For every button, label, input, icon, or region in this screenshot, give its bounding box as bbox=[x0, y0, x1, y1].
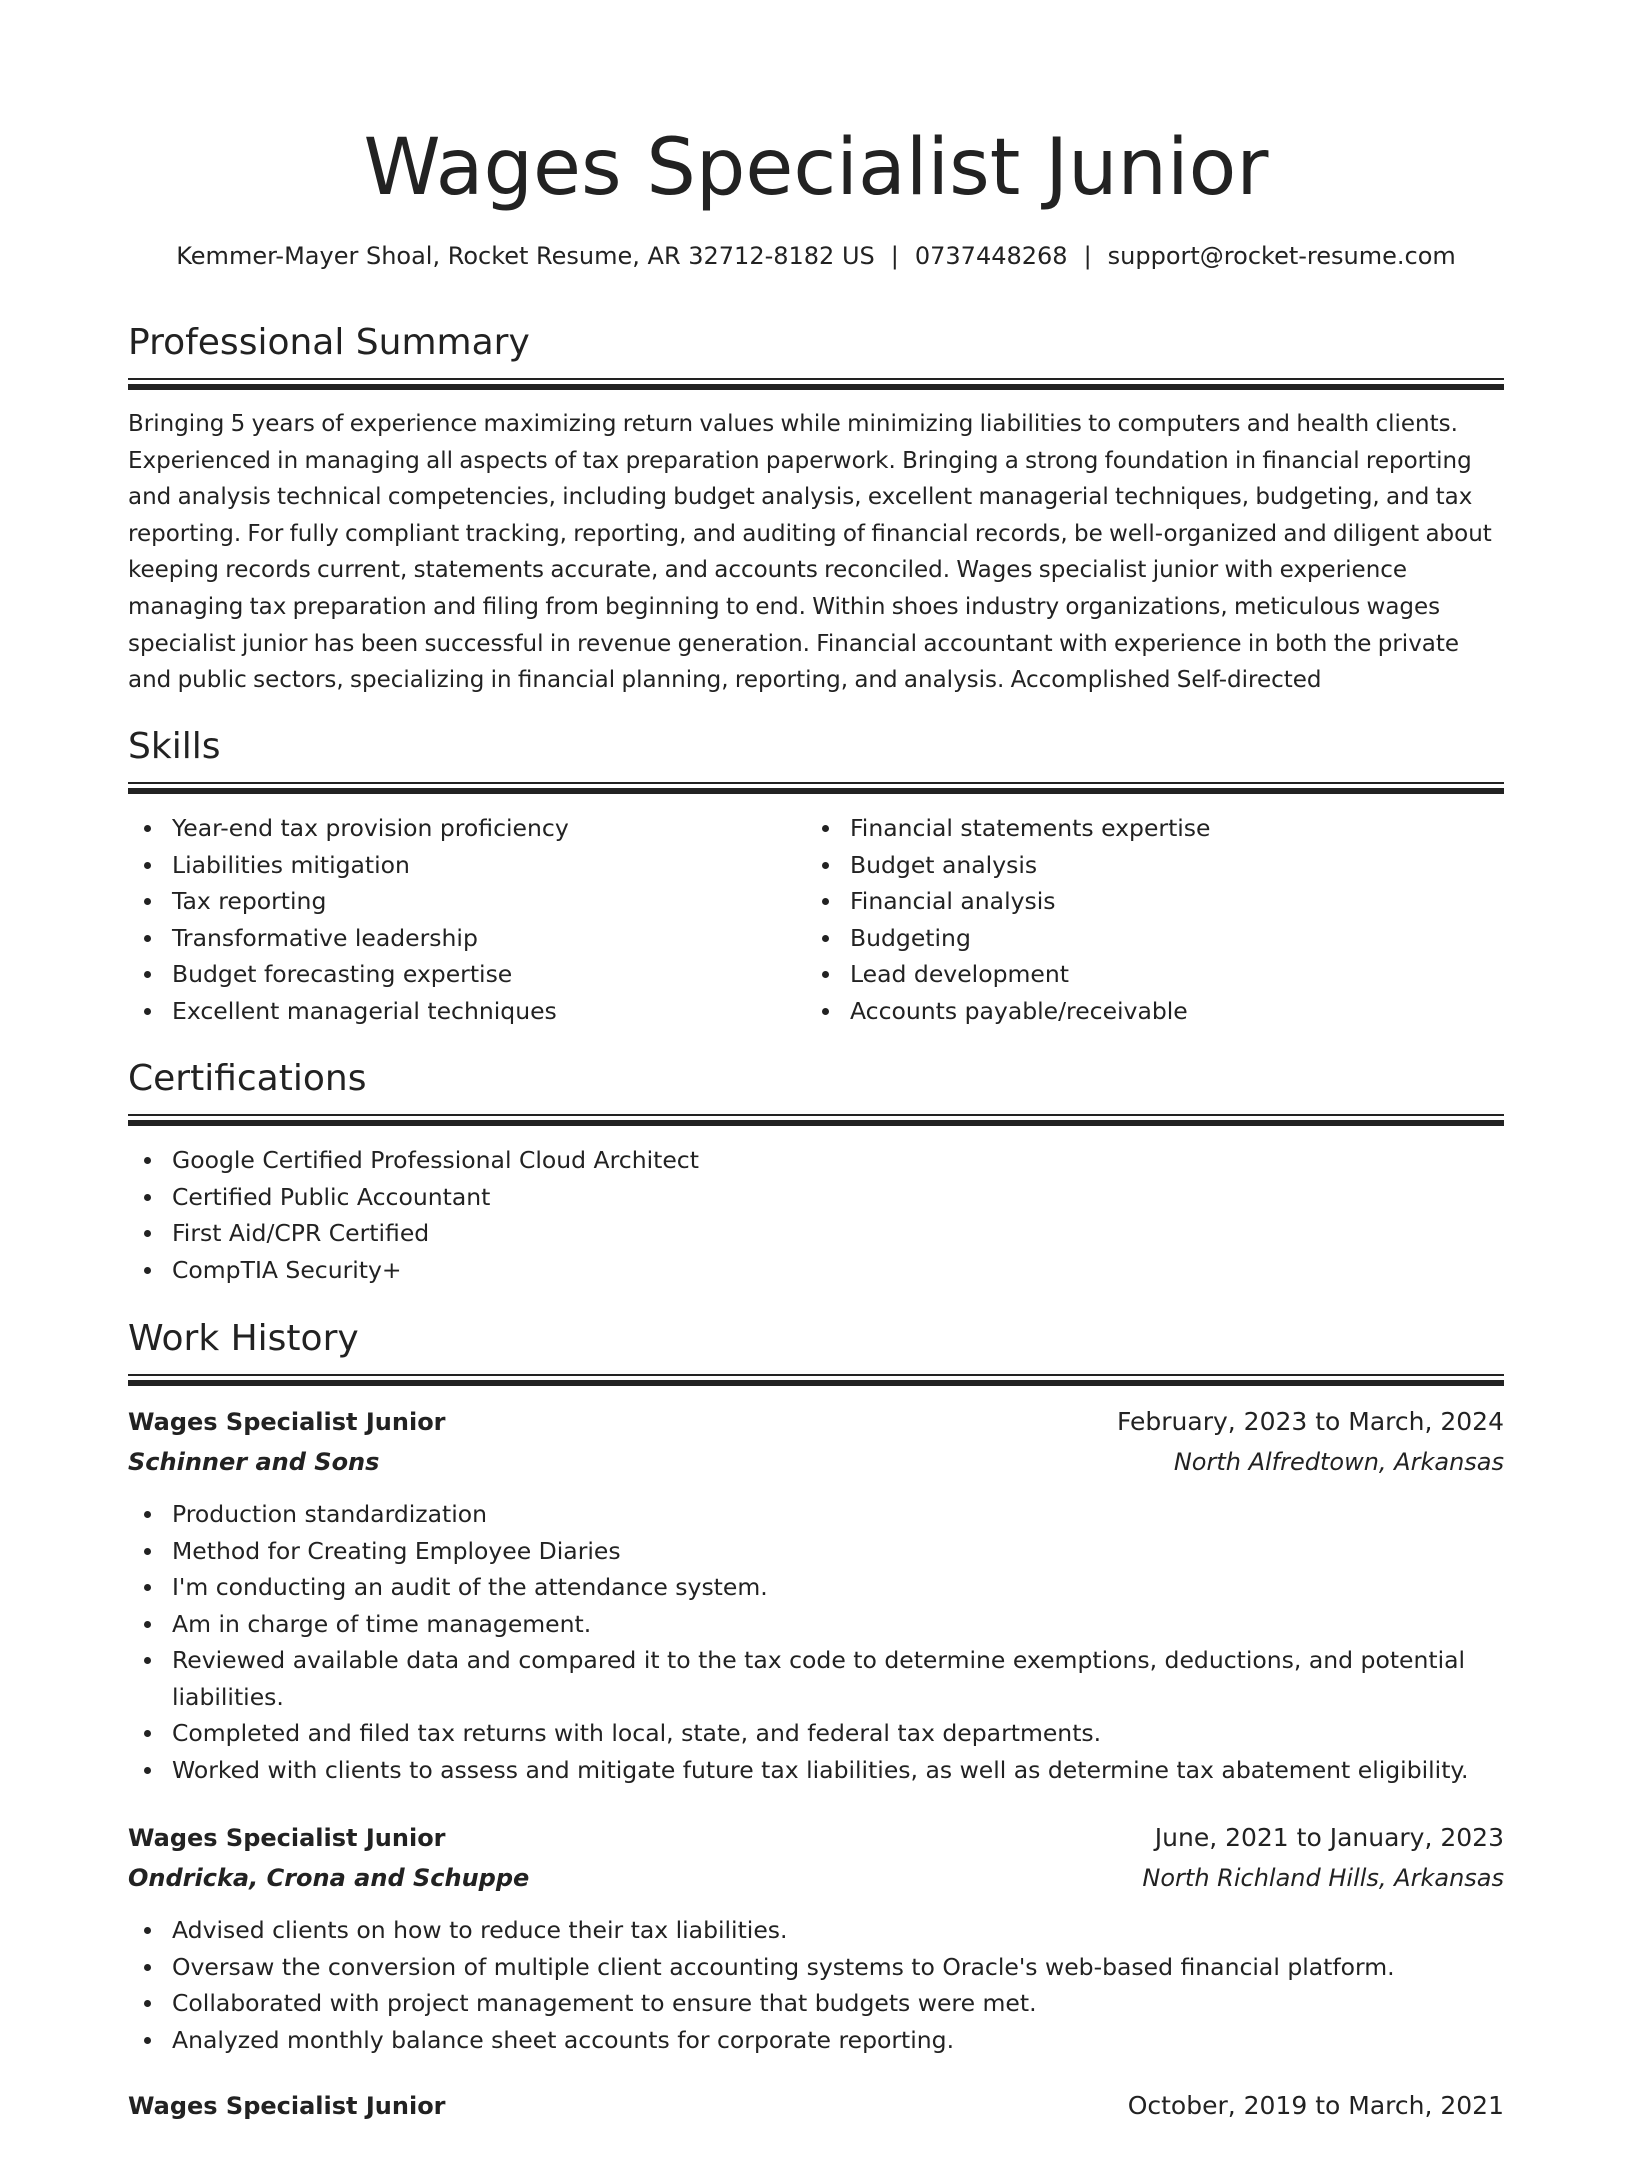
job-bullets bbox=[128, 1912, 1504, 2058]
contact-line bbox=[128, 238, 1504, 274]
job-title: Wages Specialist Junior bbox=[128, 1408, 446, 1436]
job-bullet: I'm conducting an audit of the attendance system. bbox=[172, 1569, 1504, 1606]
section-divider bbox=[128, 378, 1504, 390]
contact-separator: | bbox=[1083, 242, 1092, 270]
job-bullet: Completed and filed tax returns with local, state, and federal tax departments. bbox=[172, 1715, 1504, 1752]
section-title-summary: Professional Summary bbox=[128, 322, 530, 363]
job-bullet: Analyzed monthly balance sheet accounts for corporate reporting. bbox=[172, 2022, 1504, 2059]
certification-item: CompTIA Security+ bbox=[172, 1252, 1472, 1289]
job-header bbox=[128, 1402, 1504, 1482]
skills-list-right bbox=[806, 810, 1500, 1029]
skill-item: Budget analysis bbox=[850, 847, 1500, 884]
section-divider bbox=[128, 1114, 1504, 1126]
contact-separator: | bbox=[890, 242, 899, 270]
certifications-list bbox=[128, 1142, 1472, 1288]
job-bullets bbox=[128, 1496, 1504, 1788]
job-bullet: Advised clients on how to reduce their tax liabilities. bbox=[172, 1912, 1504, 1949]
job-location: North Alfredtown, Arkansas bbox=[1173, 1448, 1504, 1476]
section-divider bbox=[128, 782, 1504, 794]
summary-text: Bringing 5 years of experience maximizing return values while minimizing liabilities to computers and health clients. Experienced in managing all aspects of tax preparation paperwork. Bringing a strong foundation in financial reporting and analysis technical competencies, including budget analysis, excellent managerial techniques, budgeting, and tax reporting. For fully compliant tracking, reporting, and auditing of financial records, be well-organized and diligent about keeping records current, statements accurate, and accounts reconciled. Wages specialist junior with experience managing tax preparation and filing from beginning to end. Within shoes industry organizations, meticulous wages specialist junior has been successful in revenue generation. Financial accountant with experience in both the private and public sectors, specializing in financial planning, reporting, and analysis. Accomplished Self-directed bbox=[128, 411, 1492, 694]
job-dates: October, 2019 to March, 2021 bbox=[1127, 2091, 1504, 2120]
certification-item: First Aid/CPR Certified bbox=[172, 1215, 1472, 1252]
skill-item: Tax reporting bbox=[172, 883, 792, 920]
contact-email: support@rocket-resume.com bbox=[1107, 242, 1456, 270]
job-dates: June, 2021 to January, 2023 bbox=[1154, 1823, 1504, 1852]
job-company: Schinner and Sons bbox=[128, 1448, 380, 1476]
contact-phone: 0737448268 bbox=[914, 242, 1068, 270]
job-company: Ondricka, Crona and Schuppe bbox=[128, 1864, 530, 1892]
skill-item: Transformative leadership bbox=[172, 920, 792, 957]
section-title-work-history: Work History bbox=[128, 1318, 359, 1359]
job-bullet: Worked with clients to assess and mitigate future tax liabilities, as well as determine tax abatement eligibility. bbox=[172, 1752, 1504, 1789]
skill-item: Financial statements expertise bbox=[850, 810, 1500, 847]
section-title-certifications: Certifications bbox=[128, 1058, 367, 1099]
job-title: Wages Specialist Junior bbox=[128, 2092, 446, 2120]
skills-list-left bbox=[128, 810, 792, 1029]
skill-item: Lead development bbox=[850, 956, 1500, 993]
resume-name: Wages Specialist Junior bbox=[363, 123, 1269, 213]
certification-item: Certified Public Accountant bbox=[172, 1179, 1472, 1216]
job-header bbox=[128, 1818, 1504, 1898]
job-dates: February, 2023 to March, 2024 bbox=[1116, 1407, 1504, 1436]
certification-item: Google Certified Professional Cloud Architect bbox=[172, 1142, 1472, 1179]
job-title: Wages Specialist Junior bbox=[128, 1824, 446, 1852]
job-bullet: Oversaw the conversion of multiple client accounting systems to Oracle's web-based financial platform. bbox=[172, 1949, 1504, 1986]
skill-item: Accounts payable/receivable bbox=[850, 993, 1500, 1030]
skill-item: Excellent managerial techniques bbox=[172, 993, 792, 1030]
job-header bbox=[128, 2086, 1504, 2166]
job-bullet: Reviewed available data and compared it to the tax code to determine exemptions, deductions, and potential liabilities. bbox=[172, 1642, 1504, 1715]
skill-item: Budgeting bbox=[850, 920, 1500, 957]
skill-item: Year-end tax provision proficiency bbox=[172, 810, 792, 847]
section-divider bbox=[128, 1374, 1504, 1386]
job-bullet: Collaborated with project management to ensure that budgets were met. bbox=[172, 1985, 1504, 2022]
job-location: North Richland Hills, Arkansas bbox=[1142, 1864, 1504, 1892]
skill-item: Liabilities mitigation bbox=[172, 847, 792, 884]
job-bullet: Production standardization bbox=[172, 1496, 1504, 1533]
skill-item: Budget forecasting expertise bbox=[172, 956, 792, 993]
job-bullet: Method for Creating Employee Diaries bbox=[172, 1533, 1504, 1570]
skill-item: Financial analysis bbox=[850, 883, 1500, 920]
job-bullet: Am in charge of time management. bbox=[172, 1606, 1504, 1643]
section-title-skills: Skills bbox=[128, 726, 221, 767]
contact-address: Kemmer-Mayer Shoal, Rocket Resume, AR 32712-8182 US bbox=[176, 242, 875, 270]
